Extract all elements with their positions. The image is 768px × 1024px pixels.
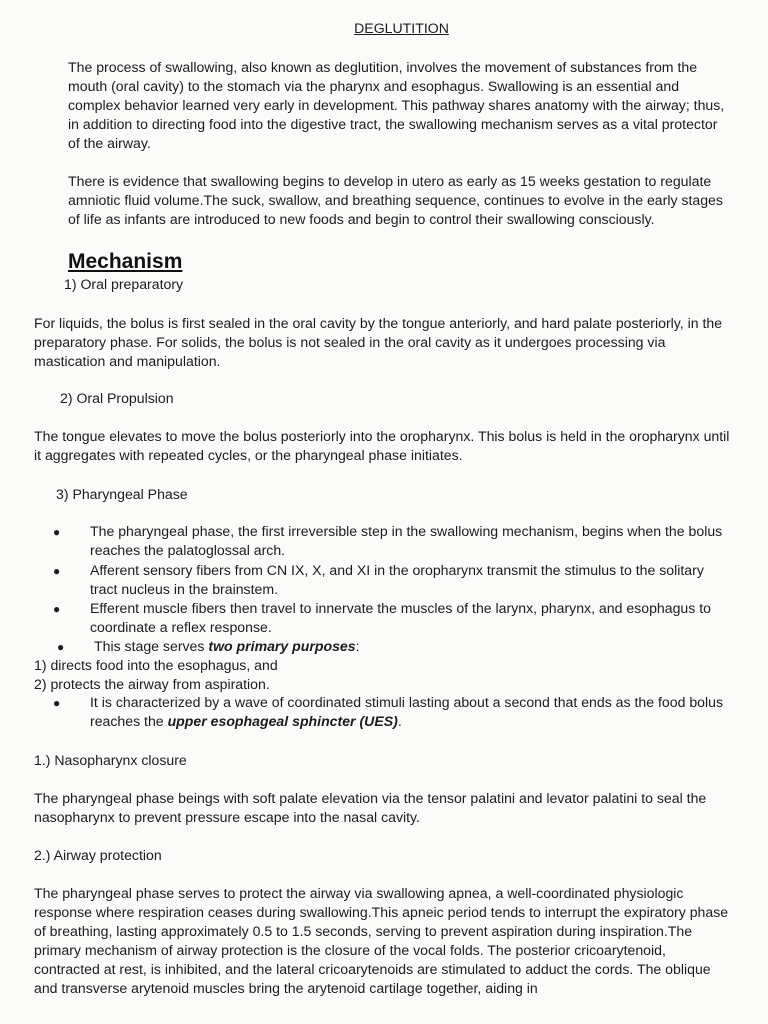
- intro-paragraph-1: The process of swallowing, also known as deglutition, involves the movement of substances from the mouth (oral cavity) to the stomach via the pharynx and esophagus. Swallowing is an essential and complex behavior learned very early in development. This pathway shares anatomy with the airway; thus, in addition to directing food into the digestive tract, the swallowing mechanism serves as a vital protector of the airway.: [68, 59, 725, 151]
- oral-preparatory-text: For liquids, the bolus is first sealed in the oral cavity by the tongue anteriorly, and hard palate posteriorly, in the preparatory phase. For solids, the bolus is not sealed in the oral cavity as it undergoes processing via mastication and manipulation.: [34, 315, 723, 369]
- nasopharynx-text: The pharyngeal phase beings with soft palate elevation via the tensor palatini and levator palatini to seal the nasopharynx to prevent pressure escape into the nasal cavity.: [34, 790, 707, 825]
- oral-preparatory-title: 1) Oral preparatory: [64, 276, 184, 292]
- bullet-item-3: Efferent muscle fibers then travel to innervate the muscles of the larynx, pharynx, and esophagus to coordinate a reflex response.: [90, 600, 711, 635]
- bullet-icon: ●: [57, 640, 65, 654]
- bullet-item-1: The pharyngeal phase, the first irreversible step in the swallowing mechanism, begins when the bolus reaches the palatoglossal arch.: [90, 523, 723, 558]
- bullet-5-prefix: It is characterized by a wave of coordinated stimuli lasting about a second that ends as the food bolus reaches the: [90, 694, 724, 729]
- bullet-item-4: [94, 637, 360, 656]
- pharyngeal-phase-title: 3) Pharyngeal Phase: [56, 486, 188, 502]
- bullet-icon: ●: [53, 564, 61, 578]
- oral-propulsion-title: 2) Oral Propulsion: [60, 390, 174, 406]
- bullet-4-emphasis: two primary purposes: [208, 638, 356, 654]
- bullet-icon: ●: [53, 696, 61, 710]
- bullet-5-emphasis: upper esophageal sphincter (UES): [167, 713, 398, 729]
- bullet-icon: ●: [53, 602, 61, 616]
- oral-propulsion-text: The tongue elevates to move the bolus posteriorly into the oropharynx. This bolus is held in the oropharynx until it aggregates with repeated cycles, or the pharyngeal phase initiates.: [34, 428, 730, 463]
- nasopharynx-title: 1.) Nasopharynx closure: [34, 752, 187, 768]
- purpose-2: 2) protects the airway from aspiration.: [34, 676, 270, 692]
- airway-protection-title: 2.) Airway protection: [34, 847, 162, 863]
- airway-protection-text: The pharyngeal phase serves to protect the airway via swallowing apnea, a well-coordinated physiologic response where respiration ceases during swallowing.This apneic period tends to interrupt the expiratory phase of breathing, lasting approximately 0.5 to 1.5 seconds, serving to prevent aspiration during inspiration.The primary mechanism of airway protection is the closure of the vocal folds. The posterior cricoarytenoid, contracted at rest, is inhibited, and the lateral cricoarytenoids are stimulated to adduct the cords. The oblique and transverse arytenoid muscles bring the arytenoid cartilage together, aiding in: [34, 885, 729, 996]
- bullet-4-suffix: :: [355, 638, 360, 654]
- intro-paragraph-2: There is evidence that swallowing begins to develop in utero as early as 15 weeks gestation to regulate amniotic fluid volume.The suck, swallow, and breathing sequence, continues to evolve in the early stages of life as infants are introduced to new foods and begin to control their swallowing consciously.: [68, 173, 723, 227]
- bullet-item-2: Afferent sensory fibers from CN IX, X, and XI in the oropharynx transmit the stimulus to the solitary tract nucleus in the brainstem.: [90, 562, 704, 597]
- bullet-icon: ●: [53, 525, 61, 539]
- purpose-1: 1) directs food into the esophagus, and: [34, 657, 278, 673]
- page-title: DEGLUTITION: [354, 20, 449, 36]
- bullet-4-prefix: This stage serves: [94, 638, 209, 654]
- mechanism-heading: Mechanism: [68, 250, 183, 273]
- bullet-item-5: [90, 693, 735, 731]
- bullet-5-suffix: .: [397, 713, 402, 729]
